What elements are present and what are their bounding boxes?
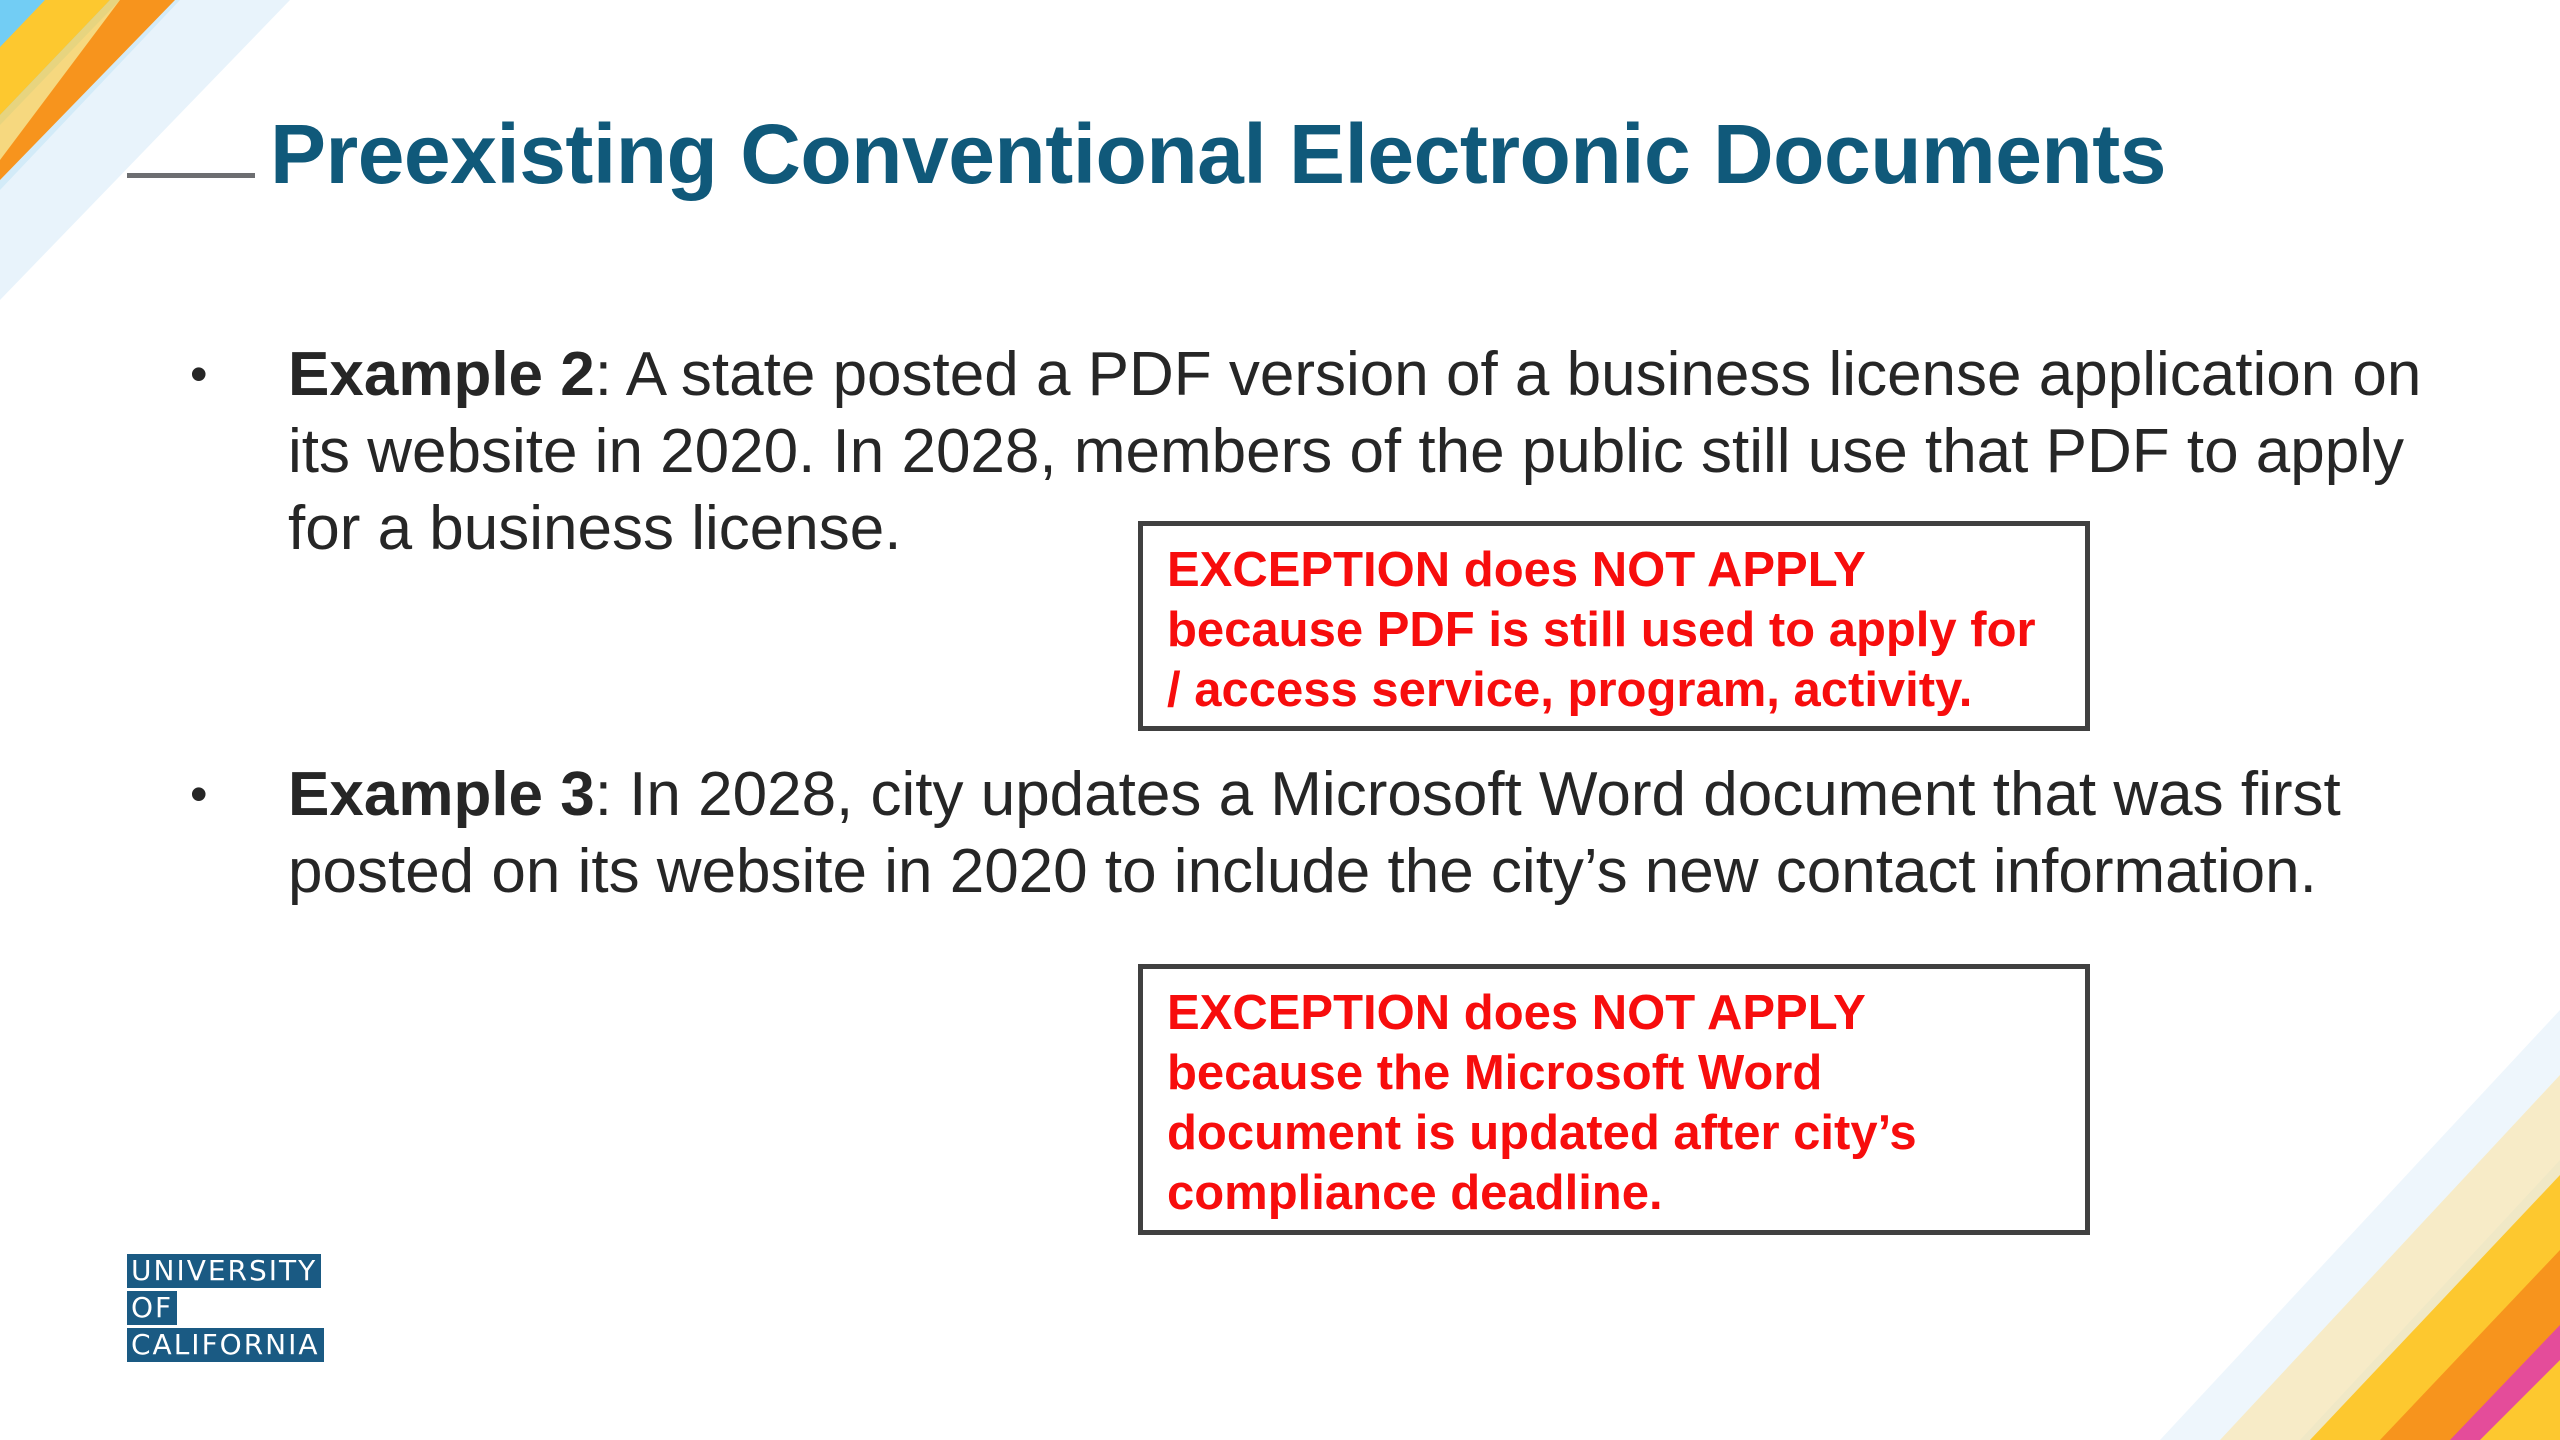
university-of-california-logo [127,1254,324,1365]
logo-line-of: OF [127,1291,177,1325]
title-rule [127,173,255,178]
slide-title: Preexisting Conventional Electronic Documents [270,107,2166,201]
bullet-marker: • [190,766,208,822]
callout-line: EXCEPTION does NOT APPLY [1167,986,1866,1040]
bullet-marker: • [190,346,208,402]
bullet-body: : In 2028, city updates a Microsoft Word document that was first posted on its website in 2020 to include the city’s new contact information. [288,760,2341,906]
callout-exception-example-3 [1138,964,2090,1235]
bullet-text [288,756,2428,910]
bullet-label: Example 2 [288,340,595,409]
callout-line: document is updated after city’s [1167,1106,1917,1160]
callout-line: EXCEPTION does NOT APPLY [1167,543,1866,597]
bullet-body: : A state posted a PDF version of a business license application on its website in 2020. In 2028, members of the public still use that PDF to apply for a business license. [288,340,2422,563]
bullet-label: Example 3 [288,760,595,829]
callout-line: / access service, program, activity. [1167,663,1973,717]
callout-line: because the Microsoft Word [1167,1046,1823,1100]
callout-line: compliance deadline. [1167,1166,1663,1220]
callout-line: because PDF is still used to apply for [1167,603,2036,657]
logo-line-university: UNIVERSITY [127,1254,321,1288]
logo-line-california: CALIFORNIA [127,1328,324,1362]
callout-exception-example-2 [1138,521,2090,731]
